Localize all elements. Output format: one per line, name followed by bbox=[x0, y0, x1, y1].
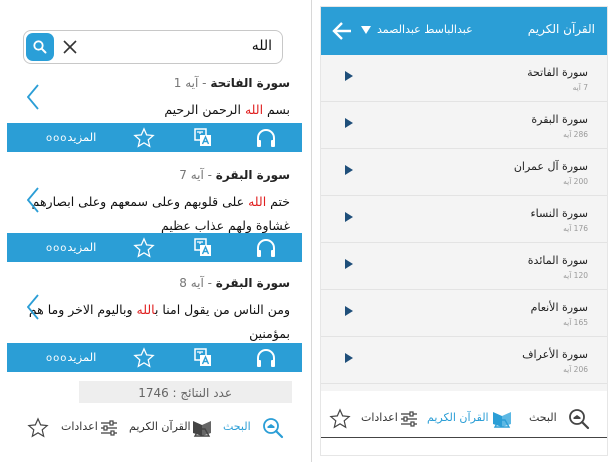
sura-list bbox=[321, 55, 608, 391]
star-icon[interactable] bbox=[133, 237, 155, 259]
results-count: عدد النتائج : 1746 bbox=[138, 386, 232, 400]
chevron-left-icon[interactable] bbox=[27, 84, 39, 110]
sura-list-item[interactable] bbox=[321, 102, 608, 149]
headphones-icon[interactable] bbox=[255, 237, 277, 259]
sura-aya-count: 165 آيه bbox=[563, 318, 588, 327]
tab-settings-label: اعدادات bbox=[61, 420, 98, 433]
play-icon[interactable] bbox=[345, 118, 353, 128]
back-arrow-icon[interactable] bbox=[331, 20, 353, 42]
search-button[interactable] bbox=[26, 33, 54, 61]
sura-list-item[interactable] bbox=[321, 243, 608, 290]
verse-text-segment: الرحمن الرحيم bbox=[164, 102, 245, 117]
sura-aya-count: 200 آيه bbox=[563, 177, 588, 186]
verse-text-segment: ومن الناس من يقول امنا ب bbox=[154, 302, 290, 317]
quran-book-icon bbox=[191, 417, 213, 439]
result-sura-name: سورة البقرة bbox=[215, 168, 290, 182]
result-header bbox=[179, 276, 290, 290]
sura-aya-count: 120 آيه bbox=[563, 271, 588, 280]
verse-text-segment: على قلوبهم وعلى سمعهم وعلى ابصارهم غشاوة ولهم عذاب عظيم bbox=[31, 194, 290, 233]
bottom-tab-bar bbox=[321, 399, 607, 439]
chevron-left-icon[interactable] bbox=[27, 294, 39, 320]
sura-name: سورة المائدة bbox=[527, 254, 588, 267]
quran-book-icon bbox=[491, 408, 513, 430]
star-icon[interactable] bbox=[133, 127, 155, 149]
sura-aya-count: 176 آيه bbox=[563, 224, 588, 233]
sura-aya-count: 286 آيه bbox=[563, 130, 588, 139]
headphones-icon[interactable] bbox=[255, 127, 277, 149]
result-verse-text bbox=[28, 98, 290, 122]
play-icon[interactable] bbox=[345, 165, 353, 175]
result-action-bar bbox=[7, 233, 302, 262]
more-dots-icon: ooo bbox=[46, 353, 68, 364]
verse-text-segment: بسم bbox=[263, 102, 290, 117]
result-sura-name: سورة الفاتحة bbox=[210, 76, 290, 90]
play-icon[interactable] bbox=[345, 71, 353, 81]
tab-search[interactable] bbox=[529, 407, 593, 431]
search-bar bbox=[23, 30, 283, 64]
result-verse-text bbox=[28, 190, 290, 238]
close-icon[interactable] bbox=[60, 37, 80, 57]
tab-quran-label: القرآن الكريم bbox=[129, 420, 191, 433]
play-icon[interactable] bbox=[345, 306, 353, 316]
sura-name: سورة البقرة bbox=[531, 113, 588, 126]
sura-list-item[interactable] bbox=[321, 337, 608, 384]
more-label: المزيد bbox=[67, 350, 97, 364]
result-aya-number: - آيه 8 bbox=[179, 276, 212, 290]
chevron-left-icon[interactable] bbox=[27, 187, 39, 213]
search-icon bbox=[32, 39, 48, 55]
tab-search-label: البحث bbox=[223, 420, 251, 433]
translate-icon[interactable] bbox=[192, 127, 214, 149]
more-label: المزيد bbox=[67, 240, 97, 254]
more-button[interactable] bbox=[40, 130, 96, 144]
caret-down-icon[interactable] bbox=[361, 26, 371, 34]
tab-quran[interactable] bbox=[129, 416, 215, 440]
sura-name: سورة الأنعام bbox=[530, 301, 588, 314]
sura-list-item[interactable] bbox=[321, 55, 608, 102]
sura-list-item[interactable] bbox=[321, 149, 608, 196]
result-action-bar bbox=[7, 123, 302, 152]
sliders-icon bbox=[399, 409, 419, 429]
tab-search-label: البحث bbox=[529, 411, 557, 424]
translate-icon[interactable] bbox=[192, 347, 214, 369]
more-dots-icon: ooo bbox=[46, 243, 68, 254]
bottom-divider bbox=[321, 437, 608, 438]
result-action-bar bbox=[7, 343, 302, 372]
result-sura-name: سورة البقرة bbox=[215, 276, 290, 290]
sura-list-item[interactable] bbox=[321, 196, 608, 243]
result-header bbox=[179, 168, 290, 182]
sliders-icon bbox=[99, 418, 119, 438]
search-quran-icon bbox=[261, 416, 285, 440]
verse-text-segment: وباليوم الاخر وما هم بمؤمنين bbox=[28, 302, 290, 341]
verse-text-segment: ختم bbox=[266, 194, 290, 209]
sura-name: سورة آل عمران bbox=[513, 160, 588, 173]
quran-index-screen bbox=[320, 6, 608, 456]
tab-settings[interactable] bbox=[361, 407, 421, 431]
search-results-screen bbox=[7, 6, 302, 456]
result-aya-number: - آيه 1 bbox=[173, 76, 207, 90]
tab-quran-label: القرآن الكريم bbox=[427, 411, 489, 424]
panel-divider bbox=[311, 0, 312, 462]
star-icon[interactable] bbox=[329, 408, 351, 430]
headphones-icon[interactable] bbox=[255, 347, 277, 369]
page-title: القرآن الكريم bbox=[527, 22, 595, 36]
result-header bbox=[174, 76, 290, 90]
sura-aya-count: 206 آيه bbox=[563, 365, 588, 374]
tab-search[interactable] bbox=[223, 416, 287, 440]
tab-settings-label: اعدادات bbox=[361, 411, 398, 424]
star-icon[interactable] bbox=[27, 417, 49, 439]
highlighted-term: الله bbox=[136, 302, 155, 317]
search-quran-icon bbox=[567, 407, 591, 431]
result-aya-number: - آيه 7 bbox=[179, 168, 212, 182]
highlighted-term: الله bbox=[248, 194, 267, 209]
more-dots-icon: ooo bbox=[46, 133, 68, 144]
search-input[interactable]: الله bbox=[251, 38, 272, 54]
sura-name: سورة الفاتحة bbox=[527, 66, 588, 79]
result-verse-text bbox=[28, 298, 290, 346]
top-bar bbox=[321, 7, 608, 55]
reciter-select[interactable]: عبدالباسط عبدالصمد bbox=[377, 23, 473, 36]
sura-name: سورة النساء bbox=[530, 207, 588, 220]
play-icon[interactable] bbox=[345, 353, 353, 363]
tab-quran[interactable] bbox=[427, 407, 517, 431]
star-icon[interactable] bbox=[133, 347, 155, 369]
sura-aya-count: 7 آيه bbox=[572, 83, 588, 92]
play-icon[interactable] bbox=[345, 259, 353, 269]
highlighted-term: الله bbox=[244, 102, 264, 117]
play-icon[interactable] bbox=[345, 212, 353, 222]
tab-settings[interactable] bbox=[61, 416, 121, 440]
more-label: المزيد bbox=[67, 130, 97, 144]
translate-icon[interactable] bbox=[192, 237, 214, 259]
sura-list-item[interactable] bbox=[321, 290, 608, 337]
more-button[interactable] bbox=[40, 350, 96, 364]
sura-name: سورة الأعراف bbox=[522, 348, 588, 361]
bottom-tab-bar bbox=[7, 408, 302, 448]
more-button[interactable] bbox=[40, 240, 96, 254]
